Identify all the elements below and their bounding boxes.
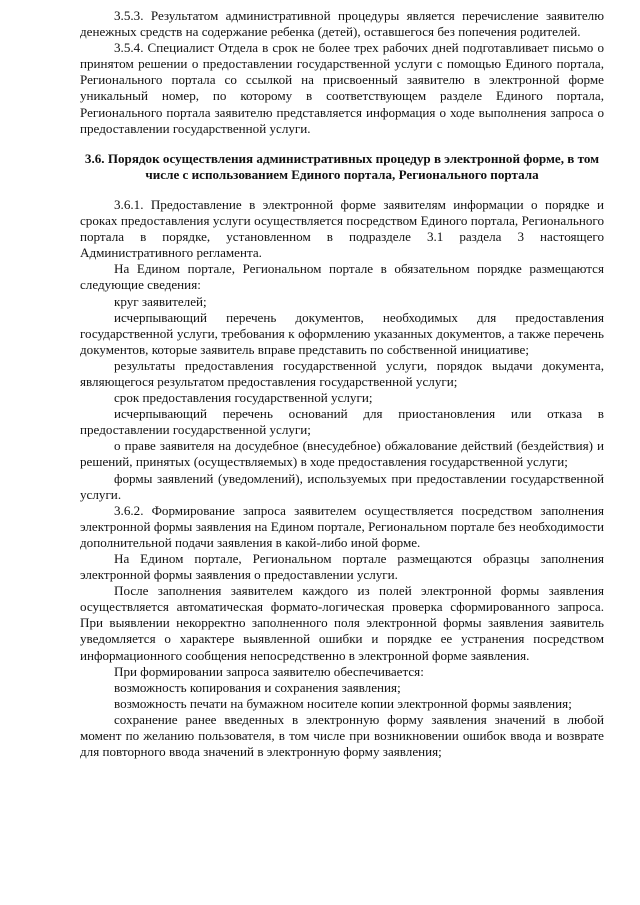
list-item: результаты предоставления государственной услуги, порядок выдачи документа, являющегося результатом предоставления государственной услуги; [80, 357, 604, 389]
section-heading-3-6: 3.6. Порядок осуществления административных процедур в электронной форме, в том числе с использованием Единого портала, Регионального портала [84, 150, 600, 182]
spacer [80, 137, 604, 151]
paragraph-3-5-3: 3.5.3. Результатом административной процедуры является перечисление заявителю денежных средств на содержание ребенка (детей), оставшегося без попечения родителей. [80, 8, 604, 40]
list-item: срок предоставления государственной услуги; [114, 390, 373, 406]
paragraph-samples: На Едином портале, Региональном портале размещаются образцы заполнения электронной формы заявления о предоставлении услуги. [80, 551, 604, 583]
paragraph-provisions: При формировании запроса заявителю обеспечивается: [114, 663, 424, 679]
list-item: исчерпывающий перечень документов, необходимых для предоставления государственной услуги, требования к оформлению указанных документов, а также перечень документов, которые заявитель вправе представить по собственной инициативе; [80, 309, 604, 357]
list-item: возможность копирования и сохранения заявления; [114, 679, 401, 695]
list-item: сохранение ранее введенных в электронную форму заявления значений в любой момент по желанию пользователя, в том числе при возникновении ошибок ввода и возврате для повторного ввода значений в электронную форму заявления; [80, 711, 604, 760]
list-item: о праве заявителя на досудебное (внесудебное) обжалование действий (бездействия) и решений, принятых (осуществляемых) в ходе предоставления государственной услуги; [80, 438, 604, 470]
paragraph-validation: После заполнения заявителем каждого из полей электронной формы заявления осуществляется автоматическая формато-логическая проверка сформированного запроса. При выявлении некорректно заполненного поля электронной формы заявления заявитель уведомляется о характере выявленной ошибки и порядке ее устранения посредством информационного сообщения непосредственно в электронной форме заявления. [80, 583, 604, 663]
paragraph-portal-info: На Едином портале, Региональном портале в обязательном порядке размещаются следующие сведения: [80, 261, 604, 293]
list-item: формы заявлений (уведомлений), используемых при предоставлении государственной услуги. [80, 470, 604, 502]
paragraph-3-6-1: 3.6.1. Предоставление в электронной форме заявителям информации о порядке и сроках предоставления услуги осуществляется посредством Единого портала, Регионального портала в порядке, установленном в подразделе 3.1 раздела 3 настоящего Административного регламента. [80, 196, 604, 261]
list-item: круг заявителей; [114, 293, 207, 309]
list-item: возможность печати на бумажном носителе копии электронной формы заявления; [114, 695, 572, 711]
document-body [80, 8, 604, 760]
spacer [80, 183, 604, 197]
paragraph-3-5-4: 3.5.4. Специалист Отдела в срок не более трех рабочих дней подготавливает письмо о принятом решении о предоставлении государственной услуги с помощью Единого портала, Регионального портала со ссылкой на присвоенный заявителю в электронной форме уникальный номер, по которому в соответствующем разделе Единого портала, Регионального портала заявителю представляется информация о ходе выполнения запроса о предоставлении государственной услуги. [80, 40, 604, 136]
paragraph-3-6-2: 3.6.2. Формирование запроса заявителем осуществляется посредством заполнения электронной формы заявления на Едином портале, Региональном портале без необходимости дополнительной подачи заявления в какой-либо иной форме. [80, 502, 604, 550]
list-item: исчерпывающий перечень оснований для приостановления или отказа в предоставлении государственной услуги; [80, 406, 604, 438]
